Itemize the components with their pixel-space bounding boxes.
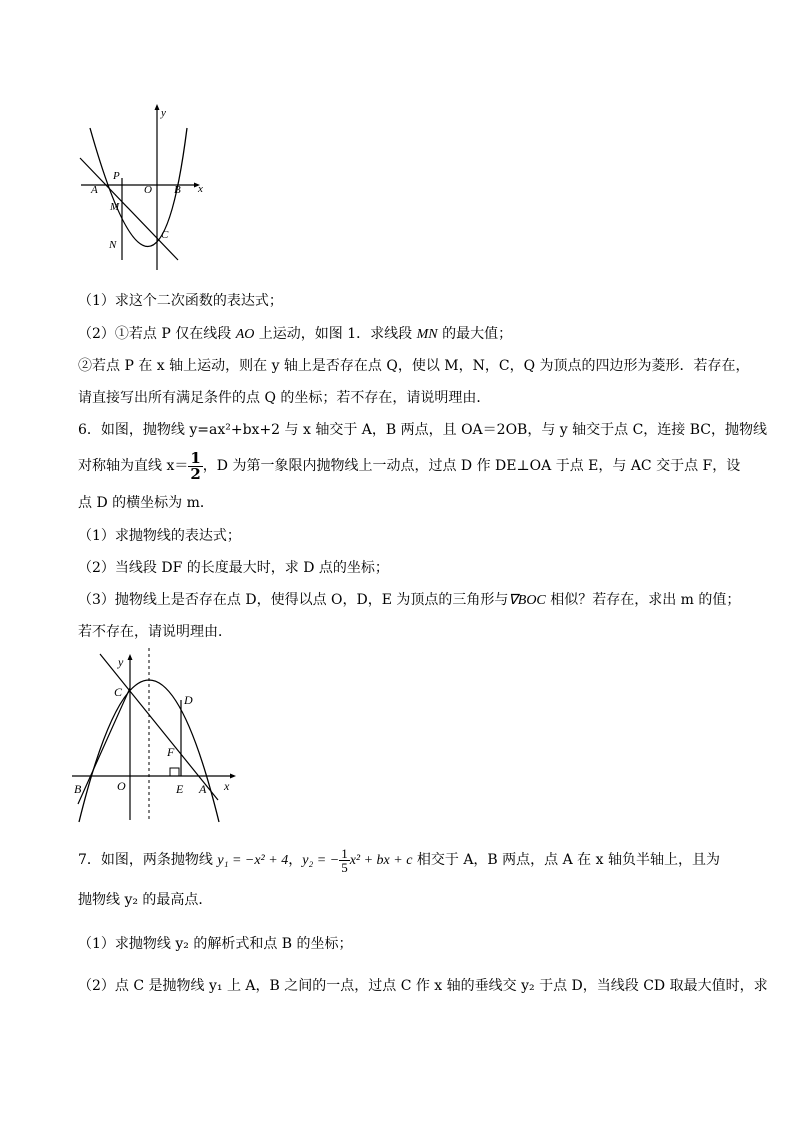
fig2-y-arrow (128, 654, 133, 660)
fig1-parabola (90, 128, 187, 247)
q6-part3-a: （3）抛物线上是否存在点 D，使得以点 O，D，E 为顶点的三角形与 (78, 592, 509, 608)
q7-y1-expr: y₁ = −x² + 4 (217, 853, 289, 868)
q5-part2-line2: ②若点 P 在 x 轴上运动，则在 y 轴上是否存在点 Q，使以 M，N，C，Q 为顶点的四边形为菱形．若存在， (78, 358, 750, 374)
q7-part2: （2）点 C 是抛物线 y₁ 上 A，B 之间的一点，过点 C 作 x 轴的垂线交 y₂ 于点 D，当线段 CD 取最大值时，求 (78, 978, 768, 994)
q6-line1: 6．如图，抛物线 y=ax²+bx+2 与 x 轴交于 A，B 两点，且 OA＝2OB，与 y 轴交于点 C，连接 BC，抛物线 (78, 422, 768, 438)
fig2-label-c: C (114, 685, 123, 699)
q5-part2-a: （2）①若点 P 仅在线段 (78, 326, 236, 342)
fig2-label-b: B (74, 782, 82, 796)
q5-part2-c: 的最大值； (437, 326, 513, 342)
q7-sep: ， (288, 852, 303, 868)
q5-part2-mn: MN (416, 327, 438, 342)
fig2-label-d: D (184, 693, 193, 707)
q7-y2-rhs: x² + bx + c (349, 853, 413, 868)
fig1-label-n: N (109, 239, 117, 251)
q7-fraction (339, 847, 350, 874)
q7-line2: 抛物线 y₂ 的最高点． (78, 892, 213, 908)
fig1-label-m: M (110, 201, 120, 213)
fig2-label-x: x (224, 779, 230, 793)
fig2-label-a: A (199, 782, 207, 796)
q6-frac-num: 1 (190, 448, 201, 467)
q6-line2-b: ，D 为第一象限内抛物线上一动点，过点 D 作 DE⊥OA 于点 E，与 AC 交于点 F，设 (202, 458, 741, 474)
fig1-line-ac (80, 158, 178, 260)
q5-part2-line3: 请直接写出所有满足条件的点 Q 的坐标；若不存在，请说明理由． (78, 390, 491, 406)
fig2-right-angle (170, 768, 179, 776)
fig1-label-x: x (198, 183, 203, 195)
q5-part2-b: 上运动，如图 1．求线段 (254, 326, 417, 342)
q6-line2-a: 对称轴为直线 x＝ (78, 458, 189, 474)
q5-part2 (78, 325, 512, 344)
fig2-label-y: y (118, 655, 124, 669)
q6-line2 (78, 449, 740, 483)
q7-line1 (78, 843, 720, 878)
fig2-label-o: O (117, 779, 126, 793)
q6-part2: （2）当线段 DF 的长度最大时，求 D 点的坐标； (78, 560, 389, 576)
fig1-label-a: A (91, 184, 98, 196)
q6-part3-line2: 若不存在，请说明理由． (78, 624, 232, 640)
fig1-label-y: y (161, 107, 166, 119)
fig1-label-c: C (161, 229, 169, 241)
figure-1 (78, 100, 218, 275)
q7-part1: （1）求抛物线 y₂ 的解析式和点 B 的坐标； (78, 936, 353, 952)
q7-frac-num: 1 (341, 845, 348, 861)
q6-part3-tri: ∇BOC (508, 593, 546, 608)
q6-part3 (78, 591, 740, 610)
fig1-label-b: B (174, 184, 181, 196)
q5-part2-ao: AO (235, 327, 255, 342)
figure-2 (68, 648, 248, 823)
fig1-label-o: O (144, 184, 152, 196)
q7-y2-lhs: y₂ = − (302, 853, 340, 868)
q7-frac-den: 5 (341, 859, 348, 875)
fig2-label-e: E (176, 782, 184, 796)
fig2-x-arrow (230, 774, 236, 779)
q7-line1-b: 相交于 A，B 两点，点 A 在 x 轴负半轴上，且为 (412, 852, 720, 868)
q6-part3-b: 相似？若存在，求出 m 的值； (545, 592, 741, 608)
q7-line1-a: 7．如图，两条抛物线 (78, 852, 218, 868)
fig2-label-f: F (167, 745, 175, 759)
fig1-label-p: P (113, 170, 120, 182)
q6-fraction (188, 448, 202, 483)
q6-line3: 点 D 的横坐标为 m． (78, 495, 214, 511)
q5-part1: （1）求这个二次函数的表达式； (78, 293, 283, 309)
fig1-y-arrow (155, 104, 160, 110)
q6-part1: （1）求抛物线的表达式； (78, 528, 241, 544)
q6-frac-den: 2 (190, 464, 201, 483)
